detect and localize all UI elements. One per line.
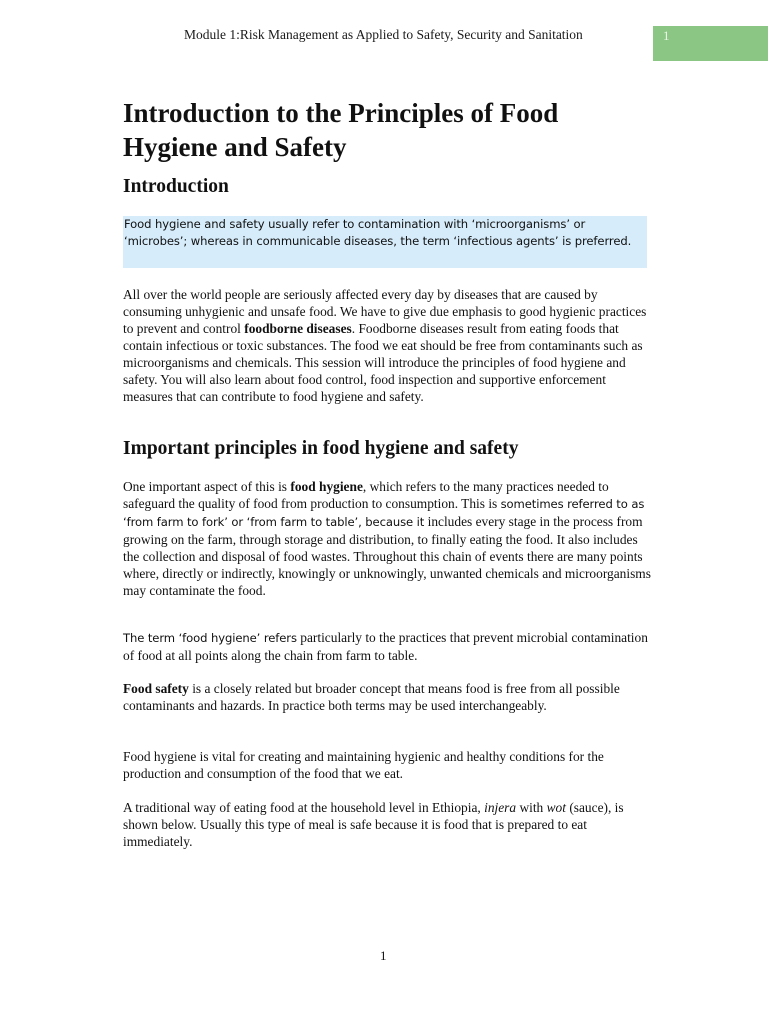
page-footer-number: 1 bbox=[380, 948, 387, 963]
page-number-tab bbox=[653, 26, 768, 61]
highlighted-note: Food hygiene and safety usually refer to contamination with ‘microorganisms’ or ‘microbes’; whereas in communicable diseases, the term ‘infectious agents’ is preferred. bbox=[123, 216, 647, 268]
bold-term: Food safety bbox=[123, 681, 189, 696]
running-header: Module 1:Risk Management as Applied to Safety, Security and Sanitation bbox=[184, 27, 583, 42]
section-heading-principles: Important principles in food hygiene and safety bbox=[123, 438, 519, 459]
principles-paragraph-1: One important aspect of this is food hygiene, which refers to the many practices needed to safeguard the quality of food from production to consumption. This is sometimes referred to as ‘from farm to fork’ or ‘from farm to table’, because it includes every stage in the process from growing on the farm, through storage and distribution, to finally eating the food. It also includes the collection and disposal of food wastes. Throughout this chain of events there are many points where, directly or indirectly, knowingly or unknowingly, unwanted chemicals and microorganisms may contaminate the food. bbox=[123, 479, 651, 598]
section-heading-introduction: Introduction bbox=[123, 176, 229, 197]
bold-term: food hygiene bbox=[290, 479, 363, 494]
principles-paragraph-5: A traditional way of eating food at the household level in Ethiopia, injera with wot (sauce), is shown below. Usually this type of meal is safe because it is food that is prepared to eat immediately. bbox=[123, 800, 624, 849]
principles-paragraph-3: Food safety is a closely related but broader concept that means food is free from all possible contaminants and hazards. In practice both terms may be used interchangeably. bbox=[123, 681, 620, 713]
bold-term: foodborne diseases bbox=[244, 321, 352, 336]
intro-paragraph: All over the world people are seriously affected every day by diseases that are caused by consuming unhygienic and unsafe food. We have to give due emphasis to good hygienic practices to prevent and control foodborne diseases. Foodborne diseases result from eating foods that contain infectious or toxic substances. The food we eat should be free from contaminants such as microorganisms and chemicals. This session will introduce the principles of food hygiene and safety. You will also learn about food control, food inspection and supportive enforcement measures that can contribute to food hygiene and safety. bbox=[123, 287, 647, 404]
document-title: Introduction to the Principles of Food Hygiene and Safety bbox=[123, 98, 559, 162]
principles-paragraph-4: Food hygiene is vital for creating and maintaining hygienic and healthy conditions for the production and consumption of the food that we eat. bbox=[123, 749, 604, 781]
principles-paragraph-2: The term ‘food hygiene’ refers particularly to the practices that prevent microbial contamination of food at all points along the chain from farm to table. bbox=[123, 630, 648, 663]
page-tab-number: 1 bbox=[663, 28, 670, 43]
